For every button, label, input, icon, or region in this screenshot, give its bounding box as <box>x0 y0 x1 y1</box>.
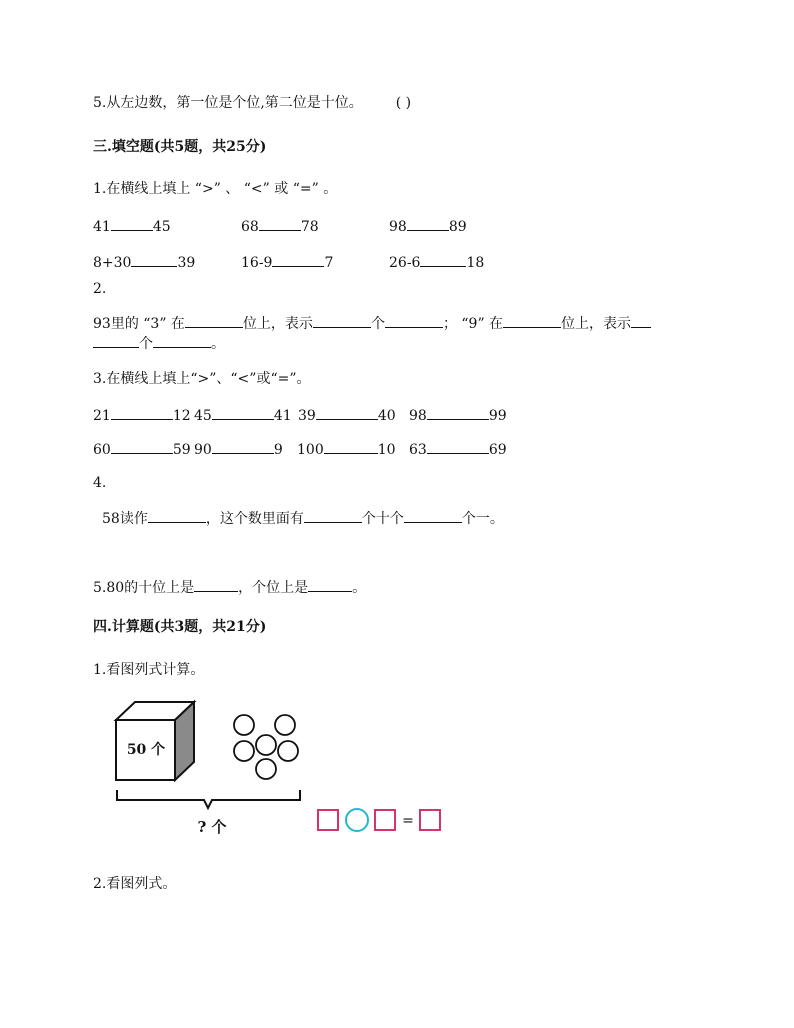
compare-item: 60 59 <box>93 442 191 458</box>
cube-box-icon <box>116 702 194 780</box>
s3-q3-prompt: 3.在横线上填上“>”、“<”或“=”。 <box>93 371 311 387</box>
compare-item: 26-6 18 <box>389 255 485 271</box>
answer-blank[interactable] <box>503 314 561 328</box>
s3-q5-line: 5.80的十位上是 ，个位上是 。 <box>93 580 367 596</box>
answer-blank[interactable] <box>316 406 378 420</box>
s3-q2-number: 2. <box>93 281 107 297</box>
s4-q2-prompt: 2.看图列式。 <box>93 876 177 892</box>
judge-q5-text: 5.从左边数，第一位是个位,第二位是十位。 <box>93 95 363 111</box>
answer-square-2[interactable] <box>375 810 395 830</box>
compare-item: 39 40 <box>298 408 396 424</box>
s3-q2-line2: 个 。 <box>93 334 225 353</box>
answer-blank[interactable] <box>93 334 139 348</box>
answer-blank[interactable] <box>272 253 324 267</box>
equals-sign: = <box>402 813 414 829</box>
s3-q2-line1: 93里的 “3” 在 位上，表示 个 ； “9” 在 位上，表示 <box>93 314 651 333</box>
answer-blank[interactable] <box>185 314 243 328</box>
answer-blank[interactable] <box>407 217 449 231</box>
s3-q1-prompt: 1.在横线上填上 “>” 、 “<” 或 “=” 。 <box>93 181 338 197</box>
answer-blank[interactable] <box>313 314 371 328</box>
section-4-title: 四.计算题(共3题，共21分) <box>93 619 267 635</box>
answer-blank[interactable] <box>404 509 462 523</box>
compare-item: 21 12 <box>93 408 191 424</box>
answer-blank[interactable] <box>111 440 173 454</box>
answer-blank[interactable] <box>427 406 489 420</box>
answer-blank[interactable] <box>385 314 443 328</box>
answer-square-1[interactable] <box>318 810 338 830</box>
judge-question-5 <box>93 94 411 112</box>
compare-item: 98 99 <box>409 408 507 424</box>
s3-q4-number: 4. <box>93 475 107 491</box>
answer-blank[interactable] <box>304 509 362 523</box>
operator-circle[interactable] <box>346 809 368 831</box>
answer-blank[interactable] <box>194 578 238 592</box>
answer-blank[interactable] <box>308 578 352 592</box>
box-label: 50 个 <box>126 742 166 758</box>
answer-blank[interactable] <box>212 440 274 454</box>
answer-blank[interactable] <box>324 440 378 454</box>
compare-item: 68 78 <box>241 219 319 235</box>
answer-blank[interactable] <box>420 253 466 267</box>
compare-item: 100 10 <box>297 442 396 458</box>
compare-item: 45 41 <box>194 408 292 424</box>
compare-item: 8+30 39 <box>93 255 196 271</box>
answer-blank[interactable] <box>153 334 211 348</box>
answer-blank[interactable] <box>259 217 301 231</box>
compare-item: 90 9 <box>194 442 283 458</box>
compare-item: 41 45 <box>93 219 171 235</box>
compare-item: 98 89 <box>389 219 467 235</box>
s4-q1-prompt: 1.看图列式计算。 <box>93 662 205 678</box>
brace-icon <box>117 790 300 808</box>
answer-blank[interactable] <box>131 253 177 267</box>
answer-blank[interactable] <box>427 440 489 454</box>
circle-cluster-icon <box>234 715 298 779</box>
compare-item: 16-9 7 <box>241 255 334 271</box>
question-label: ? 个 <box>197 818 227 836</box>
compare-item: 63 69 <box>409 442 507 458</box>
answer-square-result[interactable] <box>420 810 440 830</box>
section-3-title: 三.填空题(共5题，共25分) <box>93 139 267 155</box>
answer-parentheses[interactable]: ( ) <box>395 95 412 111</box>
answer-blank[interactable] <box>148 509 206 523</box>
answer-blank[interactable] <box>631 314 651 328</box>
picture-equation-figure <box>90 690 460 850</box>
answer-blank[interactable] <box>212 406 274 420</box>
answer-blank[interactable] <box>111 406 173 420</box>
answer-blank[interactable] <box>111 217 153 231</box>
s3-q4-line: 58读作 ，这个数里面有 个十个 个一。 <box>102 511 504 527</box>
